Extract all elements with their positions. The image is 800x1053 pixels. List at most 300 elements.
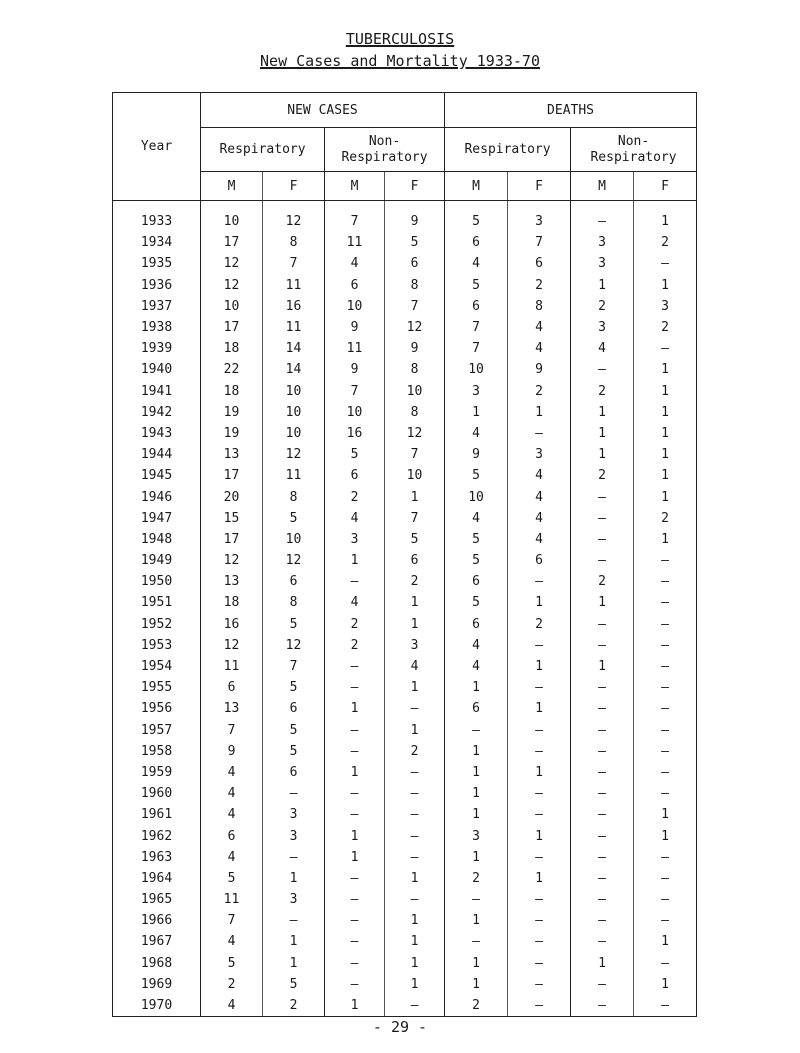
new-resp-male-cell: 17 [201,529,263,550]
page-number: - 29 - [372,1018,428,1036]
death-resp-male-cell: 1 [445,677,508,698]
death-nonresp-male-cell: – [571,825,634,846]
new-nonresp-male-cell: 16 [325,423,385,444]
death-nonresp-female-cell: 1 [634,275,697,296]
death-resp-male-cell: – [445,720,508,741]
new-resp-female-cell: 5 [263,508,325,529]
death-resp-female-cell: 2 [508,614,571,635]
new-nonresp-female-cell: 6 [385,253,445,274]
year-cell: 1935 [113,253,201,274]
new-resp-female-cell: 12 [263,444,325,465]
new-resp-male-cell: 12 [201,550,263,571]
new-nonresp-female-cell: 1 [385,677,445,698]
death-nonresp-male-cell: 1 [571,656,634,677]
death-resp-female-cell: 1 [508,656,571,677]
new-resp-female-cell: 3 [263,889,325,910]
death-nonresp-female-cell: – [634,550,697,571]
death-nonresp-male-cell: 2 [571,465,634,486]
new-resp-female-cell: 3 [263,804,325,825]
year-cell: 1936 [113,275,201,296]
new-resp-female-cell: – [263,783,325,804]
new-resp-male-cell: 4 [201,762,263,783]
new-nonresp-male-cell: 11 [325,232,385,253]
death-resp-male-cell: 1 [445,910,508,931]
new-nonresp-male-cell: – [325,910,385,931]
new-nonresp-female-cell: 9 [385,338,445,359]
new-nonresp-male-cell: – [325,953,385,974]
table-row [113,423,697,444]
new-resp-female-cell: 3 [263,825,325,846]
new-resp-male-cell: 10 [201,211,263,232]
col-m: M [445,172,508,201]
table-row [113,931,697,952]
new-nonresp-male-cell: 4 [325,508,385,529]
col-f: F [634,172,697,201]
death-resp-female-cell: 9 [508,359,571,380]
death-nonresp-female-cell: – [634,762,697,783]
table-row [113,698,697,719]
death-resp-male-cell: 5 [445,592,508,613]
year-cell: 1934 [113,232,201,253]
death-resp-female-cell: – [508,635,571,656]
death-resp-male-cell: 5 [445,529,508,550]
new-resp-male-cell: 18 [201,381,263,402]
new-resp-male-cell: 4 [201,931,263,952]
new-nonresp-male-cell: 1 [325,550,385,571]
table-row [113,296,697,317]
new-resp-male-cell: 19 [201,402,263,423]
new-nonresp-male-cell: 1 [325,698,385,719]
table-row [113,741,697,762]
new-nonresp-female-cell: 1 [385,614,445,635]
new-resp-male-cell: 19 [201,423,263,444]
death-resp-male-cell: 1 [445,804,508,825]
year-cell: 1967 [113,931,201,952]
death-resp-female-cell: 2 [508,275,571,296]
year-header: Year [113,93,201,201]
year-cell: 1945 [113,465,201,486]
table-row [113,275,697,296]
deaths-non-respiratory-header: Non- Respiratory [571,128,697,172]
new-nonresp-female-cell: 7 [385,444,445,465]
table-row [113,762,697,783]
table-row [113,232,697,253]
year-cell: 1966 [113,910,201,931]
death-resp-female-cell: 2 [508,381,571,402]
table-row [113,868,697,889]
new-resp-female-cell: 6 [263,762,325,783]
new-resp-male-cell: 17 [201,465,263,486]
table-row [113,571,697,592]
new-resp-male-cell: 15 [201,508,263,529]
death-nonresp-female-cell: – [634,995,697,1017]
new-resp-female-cell: 5 [263,741,325,762]
death-resp-female-cell: 4 [508,486,571,507]
new-nonresp-female-cell: 5 [385,232,445,253]
death-resp-female-cell: – [508,995,571,1017]
year-cell: 1937 [113,296,201,317]
death-resp-female-cell: – [508,910,571,931]
new-resp-female-cell: 11 [263,275,325,296]
death-resp-male-cell: 6 [445,232,508,253]
new-resp-female-cell: – [263,910,325,931]
new-resp-male-cell: 5 [201,868,263,889]
new-nonresp-male-cell: 4 [325,253,385,274]
death-nonresp-male-cell: 1 [571,402,634,423]
new-resp-female-cell: 5 [263,614,325,635]
col-m: M [571,172,634,201]
new-nonresp-female-cell: 4 [385,656,445,677]
page-subtitle: New Cases and Mortality 1933-70 [260,52,540,70]
death-resp-female-cell: 1 [508,592,571,613]
new-nonresp-male-cell: – [325,656,385,677]
death-resp-female-cell: 1 [508,825,571,846]
new-nonresp-female-cell: – [385,783,445,804]
new-resp-female-cell: 8 [263,232,325,253]
death-nonresp-female-cell: 2 [634,508,697,529]
new-resp-male-cell: 16 [201,614,263,635]
table-row [113,804,697,825]
year-cell: 1941 [113,381,201,402]
death-nonresp-male-cell: – [571,486,634,507]
new-resp-female-cell: 12 [263,211,325,232]
new-resp-female-cell: 8 [263,592,325,613]
table-row [113,635,697,656]
new-nonresp-female-cell: 10 [385,381,445,402]
new-resp-male-cell: 12 [201,253,263,274]
death-resp-female-cell: 4 [508,317,571,338]
new-nonresp-female-cell: 12 [385,423,445,444]
death-nonresp-male-cell: – [571,550,634,571]
death-nonresp-male-cell: – [571,635,634,656]
new-nonresp-female-cell: 1 [385,953,445,974]
table-row [113,253,697,274]
death-nonresp-female-cell: – [634,783,697,804]
new-nonresp-male-cell: 10 [325,402,385,423]
table-row [113,656,697,677]
new-nonresp-male-cell: – [325,741,385,762]
new-resp-male-cell: 9 [201,741,263,762]
death-nonresp-female-cell: – [634,656,697,677]
new-nonresp-male-cell: 9 [325,359,385,380]
death-resp-female-cell: 3 [508,211,571,232]
new-resp-female-cell: 5 [263,677,325,698]
death-nonresp-male-cell: – [571,995,634,1017]
death-nonresp-male-cell: – [571,804,634,825]
death-nonresp-male-cell: 1 [571,444,634,465]
death-nonresp-male-cell: – [571,889,634,910]
new-nonresp-male-cell: – [325,677,385,698]
table-row [113,889,697,910]
new-nonresp-male-cell: 1 [325,825,385,846]
new-resp-female-cell: 7 [263,656,325,677]
death-resp-female-cell: – [508,720,571,741]
new-nonresp-female-cell: – [385,804,445,825]
death-nonresp-male-cell: – [571,868,634,889]
death-nonresp-male-cell: – [571,741,634,762]
death-nonresp-male-cell: – [571,974,634,995]
death-resp-female-cell: 6 [508,550,571,571]
new-nonresp-female-cell: 5 [385,529,445,550]
new-nonresp-female-cell: 1 [385,974,445,995]
year-cell: 1948 [113,529,201,550]
death-resp-male-cell: 4 [445,635,508,656]
death-nonresp-female-cell: 1 [634,486,697,507]
table-row [113,402,697,423]
year-cell: 1956 [113,698,201,719]
new-nonresp-male-cell: – [325,974,385,995]
year-cell: 1940 [113,359,201,380]
new-resp-female-cell: 14 [263,359,325,380]
death-resp-male-cell: 7 [445,338,508,359]
new-resp-male-cell: 4 [201,995,263,1017]
year-cell: 1943 [113,423,201,444]
year-cell: 1950 [113,571,201,592]
new-resp-female-cell: 1 [263,953,325,974]
death-nonresp-female-cell: 1 [634,529,697,550]
death-nonresp-male-cell: – [571,910,634,931]
death-nonresp-female-cell: 1 [634,465,697,486]
new-nonresp-female-cell: 8 [385,275,445,296]
death-resp-female-cell: 1 [508,402,571,423]
new-resp-male-cell: 6 [201,677,263,698]
table-row [113,847,697,868]
new-nonresp-male-cell: 2 [325,486,385,507]
death-resp-female-cell: – [508,783,571,804]
death-resp-male-cell: 4 [445,656,508,677]
year-cell: 1949 [113,550,201,571]
death-nonresp-female-cell: 1 [634,381,697,402]
death-nonresp-female-cell: – [634,868,697,889]
death-nonresp-female-cell: 1 [634,804,697,825]
year-cell: 1939 [113,338,201,359]
death-nonresp-female-cell: 1 [634,825,697,846]
death-resp-male-cell: 4 [445,253,508,274]
new-nonresp-male-cell: – [325,571,385,592]
death-resp-female-cell: 6 [508,253,571,274]
new-nonresp-female-cell: 10 [385,465,445,486]
new-nonresp-male-cell: 7 [325,381,385,402]
new-nonresp-female-cell: 7 [385,508,445,529]
death-resp-male-cell: 1 [445,402,508,423]
new-nonresp-female-cell: 3 [385,635,445,656]
table-row [113,677,697,698]
death-resp-male-cell: 3 [445,381,508,402]
col-f: F [508,172,571,201]
new-nonresp-male-cell: – [325,804,385,825]
death-nonresp-male-cell: – [571,677,634,698]
new-resp-female-cell: – [263,847,325,868]
new-nonresp-male-cell: 3 [325,529,385,550]
death-nonresp-male-cell: 3 [571,232,634,253]
death-nonresp-male-cell: 1 [571,592,634,613]
new-resp-female-cell: 6 [263,698,325,719]
death-nonresp-female-cell: – [634,741,697,762]
new-resp-male-cell: 4 [201,783,263,804]
death-nonresp-female-cell: – [634,253,697,274]
new-resp-male-cell: 13 [201,444,263,465]
death-nonresp-male-cell: – [571,614,634,635]
death-resp-female-cell: – [508,974,571,995]
year-cell: 1938 [113,317,201,338]
death-resp-male-cell: – [445,931,508,952]
table-row [113,486,697,507]
new-resp-female-cell: 7 [263,253,325,274]
death-resp-male-cell: 7 [445,317,508,338]
death-resp-male-cell: 1 [445,741,508,762]
new-resp-female-cell: 14 [263,338,325,359]
new-resp-male-cell: 22 [201,359,263,380]
col-f: F [385,172,445,201]
new-resp-female-cell: 10 [263,402,325,423]
new-nonresp-male-cell: – [325,720,385,741]
new-resp-male-cell: 18 [201,338,263,359]
new-nonresp-male-cell: 2 [325,614,385,635]
col-m: M [325,172,385,201]
death-nonresp-male-cell: 2 [571,381,634,402]
col-m: M [201,172,263,201]
new-resp-female-cell: 11 [263,465,325,486]
new-resp-male-cell: 12 [201,635,263,656]
death-resp-female-cell: – [508,423,571,444]
year-cell: 1942 [113,402,201,423]
death-nonresp-female-cell: – [634,614,697,635]
new-resp-female-cell: 2 [263,995,325,1017]
year-cell: 1965 [113,889,201,910]
death-resp-female-cell: – [508,953,571,974]
death-nonresp-male-cell: 1 [571,275,634,296]
year-cell: 1970 [113,995,201,1017]
new-nonresp-male-cell: – [325,783,385,804]
death-nonresp-female-cell: 1 [634,402,697,423]
new-resp-female-cell: 11 [263,317,325,338]
new-nonresp-male-cell: 9 [325,317,385,338]
year-cell: 1957 [113,720,201,741]
table-row [113,465,697,486]
death-nonresp-male-cell: 1 [571,423,634,444]
table-row [113,317,697,338]
deaths-header: DEATHS [445,93,697,128]
death-nonresp-male-cell: 2 [571,296,634,317]
deaths-respiratory-header: Respiratory [445,128,571,172]
new-resp-male-cell: 17 [201,232,263,253]
death-resp-male-cell: 1 [445,847,508,868]
death-resp-male-cell: 6 [445,698,508,719]
death-nonresp-female-cell: – [634,720,697,741]
new-nonresp-female-cell: 2 [385,571,445,592]
new-nonresp-female-cell: 1 [385,592,445,613]
death-resp-female-cell: 1 [508,698,571,719]
year-cell: 1959 [113,762,201,783]
death-nonresp-male-cell: – [571,698,634,719]
table-row [113,592,697,613]
death-nonresp-female-cell: – [634,571,697,592]
new-nonresp-female-cell: 6 [385,550,445,571]
new-resp-female-cell: 5 [263,974,325,995]
table-row [113,783,697,804]
death-nonresp-male-cell: – [571,211,634,232]
table-row [113,974,697,995]
death-nonresp-female-cell: – [634,677,697,698]
death-resp-female-cell: – [508,741,571,762]
death-resp-female-cell: 3 [508,444,571,465]
new-resp-male-cell: 4 [201,847,263,868]
page-title: TUBERCULOSIS [345,30,455,48]
new-cases-header: NEW CASES [201,93,445,128]
table-row [113,381,697,402]
new-nonresp-male-cell: 11 [325,338,385,359]
death-nonresp-female-cell: – [634,635,697,656]
death-nonresp-male-cell: – [571,931,634,952]
new-resp-male-cell: 17 [201,317,263,338]
death-resp-male-cell: 4 [445,508,508,529]
table-row [113,995,697,1017]
new-nonresp-female-cell: – [385,698,445,719]
new-nonresp-male-cell: 1 [325,762,385,783]
death-resp-male-cell: 6 [445,296,508,317]
death-resp-male-cell: 9 [445,444,508,465]
new-nonresp-male-cell: – [325,889,385,910]
year-cell: 1954 [113,656,201,677]
new-nonresp-female-cell: – [385,995,445,1017]
death-nonresp-male-cell: 3 [571,317,634,338]
new-nonresp-female-cell: 1 [385,868,445,889]
death-nonresp-male-cell: 3 [571,253,634,274]
new-cases-non-respiratory-header: Non- Respiratory [325,128,445,172]
year-cell: 1947 [113,508,201,529]
new-nonresp-female-cell: 1 [385,910,445,931]
new-resp-female-cell: 8 [263,486,325,507]
table-row [113,529,697,550]
year-cell: 1944 [113,444,201,465]
year-cell: 1962 [113,825,201,846]
death-resp-male-cell: 1 [445,762,508,783]
death-resp-female-cell: – [508,571,571,592]
death-resp-male-cell: 5 [445,211,508,232]
death-resp-female-cell: 4 [508,508,571,529]
death-resp-female-cell: 4 [508,338,571,359]
table-row [113,444,697,465]
table-row [113,550,697,571]
table-row [113,359,697,380]
year-cell: 1968 [113,953,201,974]
death-resp-male-cell: 1 [445,783,508,804]
death-resp-male-cell: 10 [445,359,508,380]
death-resp-male-cell: 10 [445,486,508,507]
new-resp-male-cell: 11 [201,889,263,910]
death-nonresp-female-cell: – [634,910,697,931]
death-nonresp-male-cell: 2 [571,571,634,592]
death-resp-male-cell: 1 [445,974,508,995]
new-resp-male-cell: 20 [201,486,263,507]
new-nonresp-male-cell: 10 [325,296,385,317]
death-nonresp-female-cell: – [634,953,697,974]
death-resp-female-cell: – [508,677,571,698]
year-cell: 1953 [113,635,201,656]
death-nonresp-female-cell: – [634,889,697,910]
new-resp-female-cell: 10 [263,529,325,550]
new-nonresp-female-cell: 1 [385,720,445,741]
new-resp-female-cell: 16 [263,296,325,317]
table-row [113,720,697,741]
death-resp-male-cell: 5 [445,550,508,571]
new-nonresp-male-cell: 2 [325,635,385,656]
tuberculosis-table [112,92,697,1017]
year-cell: 1964 [113,868,201,889]
new-nonresp-male-cell: 4 [325,592,385,613]
year-cell: 1933 [113,211,201,232]
year-cell: 1946 [113,486,201,507]
